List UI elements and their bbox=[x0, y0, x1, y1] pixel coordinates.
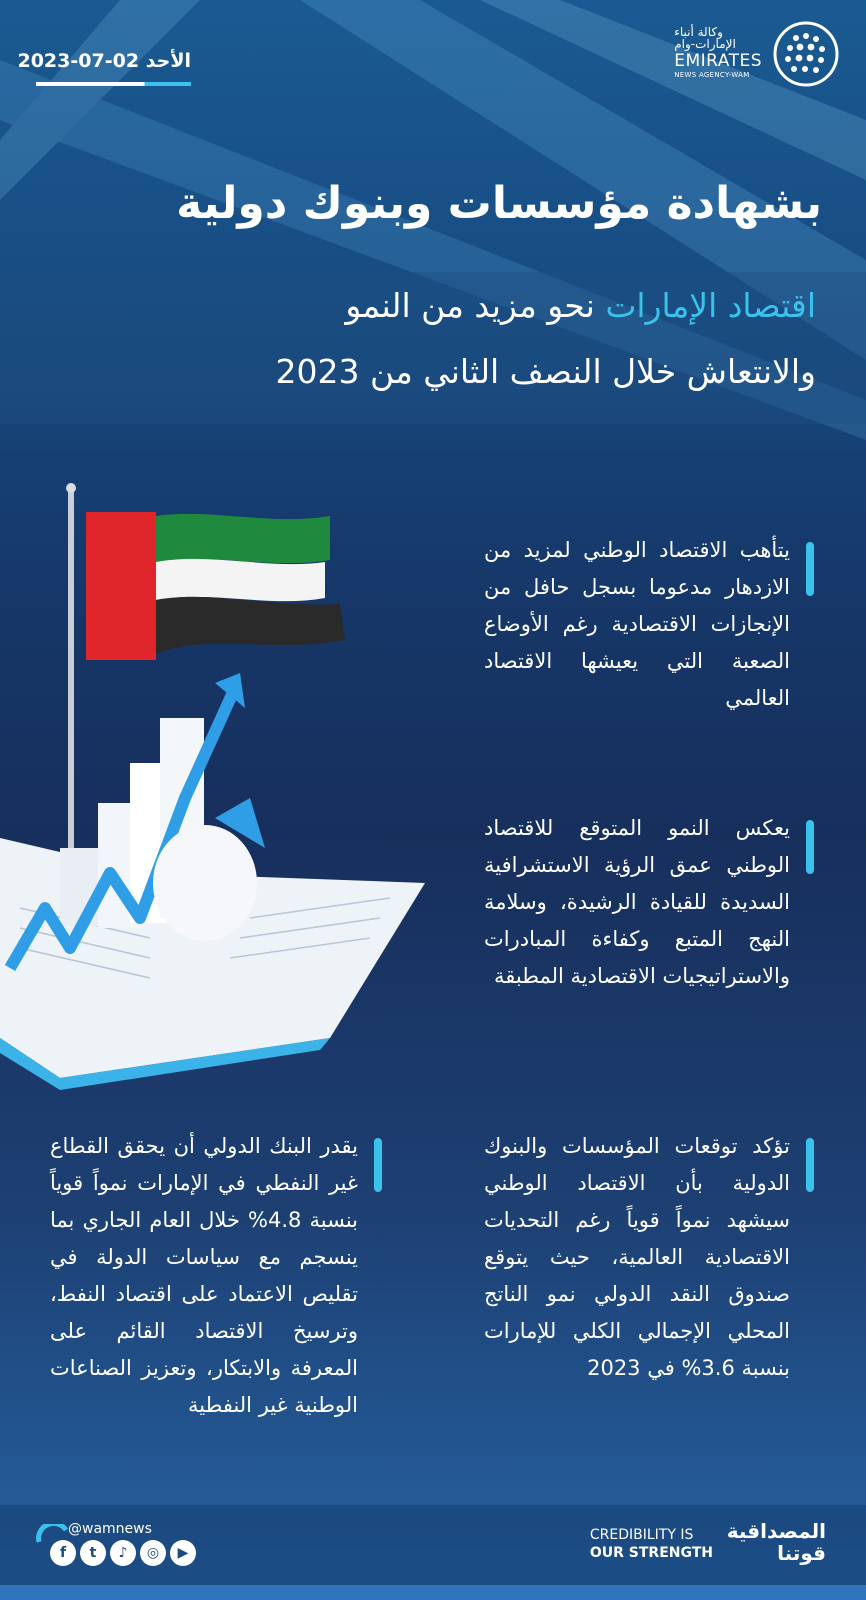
credibility-ar-line-1: المصداقية bbox=[726, 1519, 826, 1543]
wam-logo bbox=[674, 20, 840, 90]
logo-english: EMIRATES bbox=[674, 51, 762, 71]
paragraph-3: تؤكد توقعات المؤسسات والبنوك الدولية بأن الاقتصاد الوطني سيشهد نمواً قوياً رغم التحديات الاقتصادية العالمية، حيث يتوقع صندوق النقد الدولي نمو الناتج المحلي الإجمالي الكلي للإمارات بنسبة 3.6% في 2023 bbox=[484, 1134, 790, 1380]
credibility-en-line-1: CREDIBILITY IS bbox=[589, 1527, 694, 1543]
date-label: الأحد 02-07-2023 bbox=[17, 50, 191, 72]
date-underline bbox=[36, 82, 191, 86]
footer-strip bbox=[0, 1585, 866, 1600]
paragraph-4: يقدر البنك الدولي أن يحقق القطاع غير النفطي في الإمارات نمواً قوياً بنسبة 4.8% خلال العام الجاري بما ينسجم مع سياسات الدولة في تقليص الاعتماد على اقتصاد النفط، وترسيخ الاقتصاد القائم على المعرفة والابتكار، وتعزيز الصناعات الوطنية غير النفطية bbox=[50, 1134, 359, 1417]
subtitle-line-1 bbox=[345, 286, 816, 325]
main-title: بشهادة مؤسسات وبنوك دولية bbox=[176, 178, 822, 229]
logo-arabic: وكالة أنباء الإمارات-وام bbox=[674, 25, 736, 51]
paragraph-marker-2 bbox=[806, 820, 814, 874]
credibility-en-line-2: OUR STRENGTH bbox=[589, 1545, 713, 1561]
credibility-english bbox=[590, 1526, 713, 1562]
paragraph-marker-4 bbox=[374, 1138, 382, 1192]
logo-text bbox=[674, 26, 762, 79]
paragraph-marker-1 bbox=[806, 542, 814, 596]
paragraph-1: يتأهب الاقتصاد الوطني لمزيد من الازدهار مدعوما بسجل حافل من الإنجازات الاقتصادية رغم الأوضاع الصعبة التي يعيشها الاقتصاد العالمي bbox=[484, 538, 790, 710]
globe-icon bbox=[772, 20, 840, 88]
social-icons bbox=[50, 1540, 196, 1566]
paragraph-marker-3 bbox=[806, 1138, 814, 1192]
facebook-icon[interactable]: f bbox=[50, 1540, 76, 1566]
flag-chart-illustration bbox=[0, 478, 430, 1103]
credibility-ar-line-2: قوتنا bbox=[777, 1541, 826, 1565]
tiktok-icon[interactable]: ♪ bbox=[110, 1540, 136, 1566]
credibility-arabic bbox=[727, 1520, 826, 1564]
date-block bbox=[17, 50, 191, 86]
subtitle-rest: نحو مزيد من النمو bbox=[345, 286, 606, 325]
subtitle-line-2: والانتعاش خلال النصف الثاني من 2023 bbox=[275, 352, 816, 391]
instagram-icon[interactable]: ◎ bbox=[140, 1540, 166, 1566]
logo-subtitle: NEWS AGENCY-WAM bbox=[674, 71, 750, 79]
paragraph-2: يعكس النمو المتوقع للاقتصاد الوطني عمق الرؤية الاستشرافية السديدة للقيادة الرشيدة، وسلامة النهج المتبع وكفاءة المبادرات والاستراتيجيات الاقتصادية المطبقة bbox=[484, 816, 790, 988]
subtitle-accent: اقتصاد الإمارات bbox=[605, 286, 816, 325]
twitter-icon[interactable]: t bbox=[80, 1540, 106, 1566]
social-handle[interactable]: @wamnews bbox=[68, 1521, 152, 1537]
youtube-icon[interactable]: ▶ bbox=[170, 1540, 196, 1566]
